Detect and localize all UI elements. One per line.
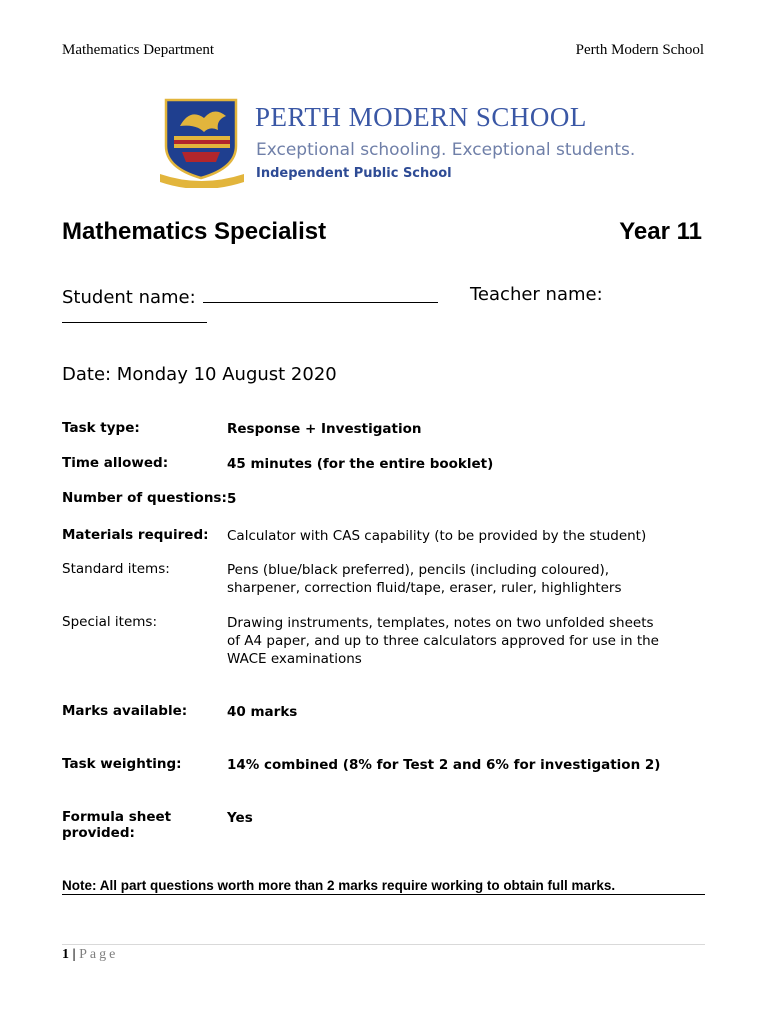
detail-label: Materials required: [62, 527, 209, 543]
logo-subtitle: Independent Public School [256, 166, 452, 181]
detail-label: Number of questions: [62, 490, 227, 506]
school-logo [160, 96, 636, 188]
header-department: Mathematics Department [62, 42, 215, 58]
detail-label: Formula sheet provided: [62, 809, 172, 841]
student-name-field[interactable] [62, 284, 438, 308]
exam-date: Date: Monday 10 August 2020 [62, 364, 337, 385]
detail-value: 45 minutes (for the entire booklet) [227, 456, 494, 472]
detail-value: Calculator with CAS capability (to be provided by the student) [227, 528, 647, 544]
detail-value: Pens (blue/black preferred), pencils (including coloured), sharpener, correction fluid/tape, eraser, ruler, highlighters [227, 562, 622, 596]
working-note: Note: All part questions worth more than 2 marks require working to obtain full marks. [62, 878, 705, 895]
logo-tagline: Exceptional schooling. Exceptional students. [256, 140, 636, 160]
detail-value: Yes [227, 810, 253, 826]
subject-title: Mathematics Specialist [62, 218, 327, 245]
page-footer [62, 947, 118, 963]
page-word: Page [79, 947, 119, 962]
detail-label: Marks available: [62, 703, 188, 719]
footer-divider [62, 944, 705, 945]
school-crest-icon [160, 96, 244, 188]
detail-label: Special items: [62, 614, 158, 630]
page-number: 1 | [62, 947, 76, 962]
student-name-label: Student name: [62, 287, 196, 308]
detail-label: Time allowed: [62, 455, 169, 471]
detail-value: Response + Investigation [227, 421, 422, 437]
teacher-name-label: Teacher name: [470, 284, 603, 305]
detail-value: 5 [227, 491, 237, 507]
logo-school-name: PERTH MODERN SCHOOL [255, 102, 587, 132]
detail-value: Drawing instruments, templates, notes on two unfolded sheets of A4 paper, and up to three calculators approved for use in the WACE examinations [227, 615, 659, 667]
teacher-name-line[interactable] [62, 322, 207, 323]
year-title: Year 11 [619, 218, 702, 245]
header-school: Perth Modern School [575, 42, 704, 58]
detail-value: 40 marks [227, 704, 298, 720]
detail-label: Standard items: [62, 561, 170, 577]
student-name-line[interactable] [203, 284, 438, 303]
detail-value: 14% combined (8% for Test 2 and 6% for investigation 2) [227, 757, 661, 773]
detail-label: Task weighting: [62, 756, 182, 772]
detail-label: Task type: [62, 420, 140, 436]
